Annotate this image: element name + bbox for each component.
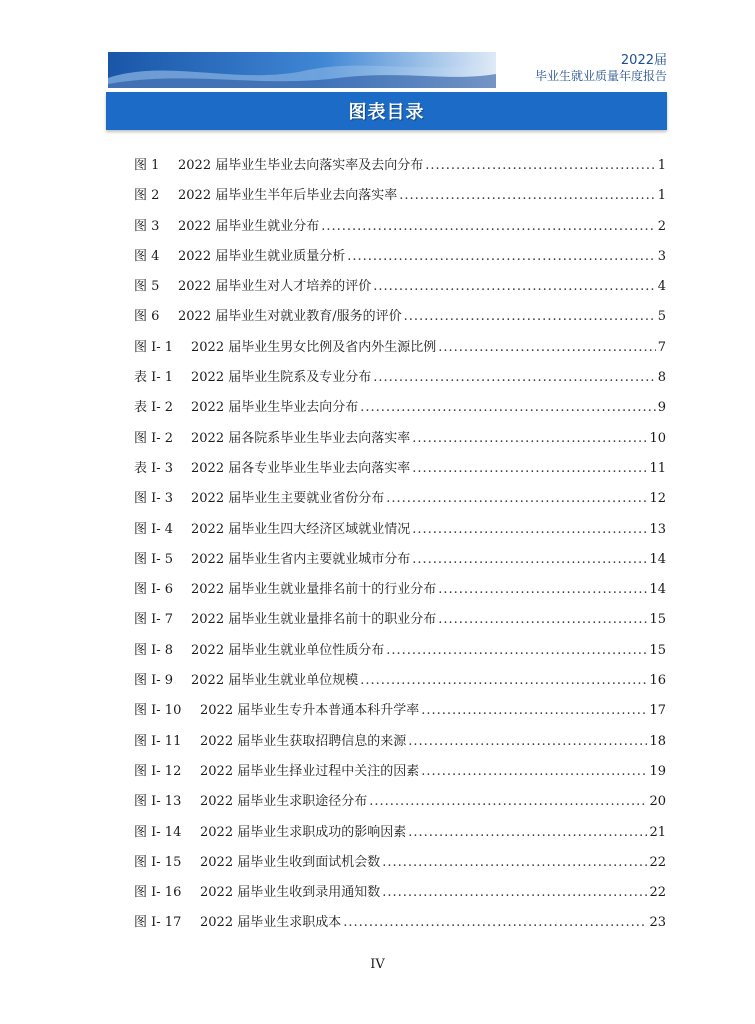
toc-leader-dots [412, 424, 647, 454]
toc-entry[interactable] [134, 454, 666, 484]
toc-entry-title: 2022 届毕业生求职途径分布 [200, 794, 368, 810]
toc-entry-page: 5 [657, 309, 666, 325]
toc-leader-dots [360, 393, 656, 423]
toc-entry-page: 11 [649, 460, 666, 476]
toc-entry-label: 图 I- 5 [134, 551, 174, 567]
toc-entry[interactable] [134, 575, 666, 605]
toc-leader-dots [399, 181, 656, 211]
toc-entry-page: 2 [657, 218, 666, 234]
toc-entry-title: 2022 届各专业毕业生毕业去向落实率 [191, 460, 411, 476]
toc-entry[interactable] [134, 848, 666, 878]
toc-leader-dots [421, 696, 647, 726]
toc-entry-title: 2022 届毕业生就业单位规模 [191, 673, 359, 689]
toc-entry[interactable] [134, 484, 666, 514]
toc-entry-title: 2022 届毕业生毕业去向分布 [191, 400, 359, 416]
toc-leader-dots [382, 878, 647, 908]
toc-leader-dots [438, 575, 647, 605]
toc-entry[interactable] [134, 908, 666, 938]
toc-entry[interactable] [134, 181, 666, 211]
toc-entry-label: 图 1 [134, 158, 160, 173]
toc-entry[interactable] [134, 636, 666, 666]
toc-entry-label: 表 I- 2 [134, 400, 174, 416]
toc-entry-page: 7 [657, 339, 666, 355]
toc-leader-dots [438, 333, 656, 363]
toc-entry-page: 22 [649, 854, 666, 870]
toc-entry-title: 2022 届毕业生对就业教育/服务的评价 [178, 309, 402, 325]
toc-entry-title: 2022 届毕业生专升本普通本科升学率 [200, 703, 420, 719]
toc-leader-dots [412, 454, 647, 484]
toc-entry-page: 13 [649, 521, 666, 537]
toc-entry-label: 图 I- 12 [134, 763, 182, 779]
toc-entry-title: 2022 届毕业生男女比例及省内外生源比例 [191, 339, 437, 355]
toc-entry[interactable] [134, 212, 666, 242]
toc-entry-label: 图 2 [134, 188, 160, 204]
toc-entry-title: 2022 届毕业生就业量排名前十的行业分布 [191, 582, 437, 598]
section-title-bar [106, 92, 667, 130]
toc-entry-title: 2022 届毕业生四大经济区域就业情况 [191, 521, 411, 537]
header-year: 2022届 [620, 53, 667, 68]
toc-entry[interactable] [134, 302, 666, 332]
toc-entry[interactable] [134, 424, 666, 454]
toc-entry-label: 图 I- 4 [134, 521, 174, 537]
toc-entry-title: 2022 届毕业生毕业去向落实率及去向分布 [178, 158, 424, 173]
toc-leader-dots [404, 302, 656, 332]
toc-entry-page: 16 [649, 673, 666, 689]
toc-leader-dots [360, 666, 647, 696]
toc-entry[interactable] [134, 757, 666, 787]
toc-entry[interactable] [134, 818, 666, 848]
toc-entry-page: 23 [649, 915, 666, 931]
toc-entry-label: 图 4 [134, 248, 160, 264]
toc-leader-dots [382, 848, 647, 878]
toc-entry-page: 14 [649, 551, 666, 567]
toc-entry-page: 18 [649, 733, 666, 749]
toc-entry-label: 表 I- 3 [134, 460, 174, 476]
page-number: IV [370, 957, 385, 972]
toc-entry-label: 图 I- 17 [134, 915, 182, 931]
toc-entry-title: 2022 届毕业生对人才培养的评价 [178, 279, 372, 295]
toc-entry-label: 图 I- 9 [134, 673, 174, 689]
toc-entry-title: 2022 届毕业生求职成本 [200, 915, 342, 931]
toc-leader-dots [438, 605, 647, 635]
toc-entry-label: 图 I- 10 [134, 703, 182, 719]
toc-leader-dots [347, 242, 656, 272]
toc-entry-label: 图 I- 15 [134, 854, 182, 870]
toc-entry-page: 14 [649, 582, 666, 598]
toc-entry-title: 2022 届毕业生求职成功的影响因素 [200, 824, 407, 840]
toc-entry-page: 21 [649, 824, 666, 840]
toc-entry-title: 2022 届毕业生就业量排名前十的职业分布 [191, 612, 437, 628]
toc-entry[interactable] [134, 878, 666, 908]
toc-entry[interactable] [134, 727, 666, 757]
toc-entry-label: 图 I- 11 [134, 733, 182, 749]
toc-entry-page: 15 [649, 612, 666, 628]
toc-entry[interactable] [134, 151, 666, 181]
toc-entry-label: 图 3 [134, 218, 160, 234]
toc-entry[interactable] [134, 363, 666, 393]
toc-entry[interactable] [134, 272, 666, 302]
toc-entry-label: 图 I- 2 [134, 430, 174, 446]
toc-entry-label: 图 I- 7 [134, 612, 174, 628]
toc-entry[interactable] [134, 545, 666, 575]
toc-entry-page: 17 [649, 703, 666, 719]
toc-entry-title: 2022 届毕业生省内主要就业城市分布 [191, 551, 411, 567]
toc-entry-title: 2022 届毕业生获取招聘信息的来源 [200, 733, 407, 749]
toc-entry-page: 20 [649, 794, 666, 810]
toc-entry-label: 图 5 [134, 279, 160, 295]
toc-entry-title: 2022 届毕业生就业单位性质分布 [191, 642, 385, 658]
toc-entry-title: 2022 届毕业生半年后毕业去向落实率 [178, 188, 398, 204]
toc-leader-dots [343, 908, 647, 938]
toc-entry-title: 2022 届毕业生就业质量分析 [178, 248, 346, 264]
toc-entry-page: 8 [657, 370, 666, 386]
toc-entry-label: 表 I- 1 [134, 370, 174, 386]
toc-list [134, 151, 666, 939]
toc-entry-title: 2022 届毕业生择业过程中关注的因素 [200, 763, 420, 779]
toc-leader-dots [321, 212, 656, 242]
toc-entry-label: 图 I- 6 [134, 582, 174, 598]
toc-entry-page: 22 [649, 885, 666, 901]
toc-entry[interactable] [134, 333, 666, 363]
toc-entry[interactable] [134, 242, 666, 272]
toc-entry-title: 2022 届毕业生收到录用通知数 [200, 885, 381, 901]
toc-entry-label: 图 I- 16 [134, 885, 182, 901]
toc-entry-label: 图 I- 3 [134, 491, 174, 507]
toc-entry-page: 1 [657, 188, 666, 204]
toc-entry-page: 15 [649, 642, 666, 658]
toc-leader-dots [386, 484, 647, 514]
toc-entry-title: 2022 届毕业生院系及专业分布 [191, 370, 372, 386]
toc-leader-dots [408, 727, 647, 757]
toc-entry[interactable] [134, 515, 666, 545]
toc-leader-dots [412, 545, 647, 575]
toc-leader-dots [373, 272, 656, 302]
toc-entry-label: 图 I- 14 [134, 824, 182, 840]
toc-entry-label: 图 I- 8 [134, 642, 174, 658]
toc-entry-page: 9 [657, 400, 666, 416]
toc-leader-dots [373, 363, 656, 393]
toc-entry-page: 19 [649, 763, 666, 779]
toc-entry-title: 2022 届毕业生主要就业省份分布 [191, 491, 385, 507]
toc-leader-dots [408, 818, 647, 848]
toc-leader-dots [425, 151, 656, 181]
header-wave-banner [108, 52, 496, 88]
toc-entry[interactable] [134, 696, 666, 726]
section-title: 图表目录 [348, 102, 425, 123]
toc-leader-dots [369, 787, 647, 817]
header-report-title: 毕业生就业质量年度报告 [534, 69, 667, 84]
toc-entry-page: 1 [657, 158, 666, 173]
toc-entry[interactable] [134, 393, 666, 423]
toc-entry-title: 2022 届毕业生收到面试机会数 [200, 854, 381, 870]
toc-entry-title: 2022 届毕业生就业分布 [178, 218, 320, 234]
toc-entry[interactable] [134, 605, 666, 635]
toc-entry-page: 10 [649, 430, 666, 446]
toc-leader-dots [412, 515, 647, 545]
toc-entry[interactable] [134, 787, 666, 817]
toc-leader-dots [386, 636, 647, 666]
toc-entry-page: 4 [657, 279, 666, 295]
toc-entry-label: 图 I- 1 [134, 339, 174, 355]
toc-entry-title: 2022 届各院系毕业生毕业去向落实率 [191, 430, 411, 446]
toc-entry[interactable] [134, 666, 666, 696]
toc-entry-page: 12 [649, 491, 666, 507]
toc-entry-page: 3 [657, 248, 666, 264]
toc-leader-dots [421, 757, 647, 787]
toc-entry-label: 图 6 [134, 309, 160, 325]
toc-entry-label: 图 I- 13 [134, 794, 182, 810]
